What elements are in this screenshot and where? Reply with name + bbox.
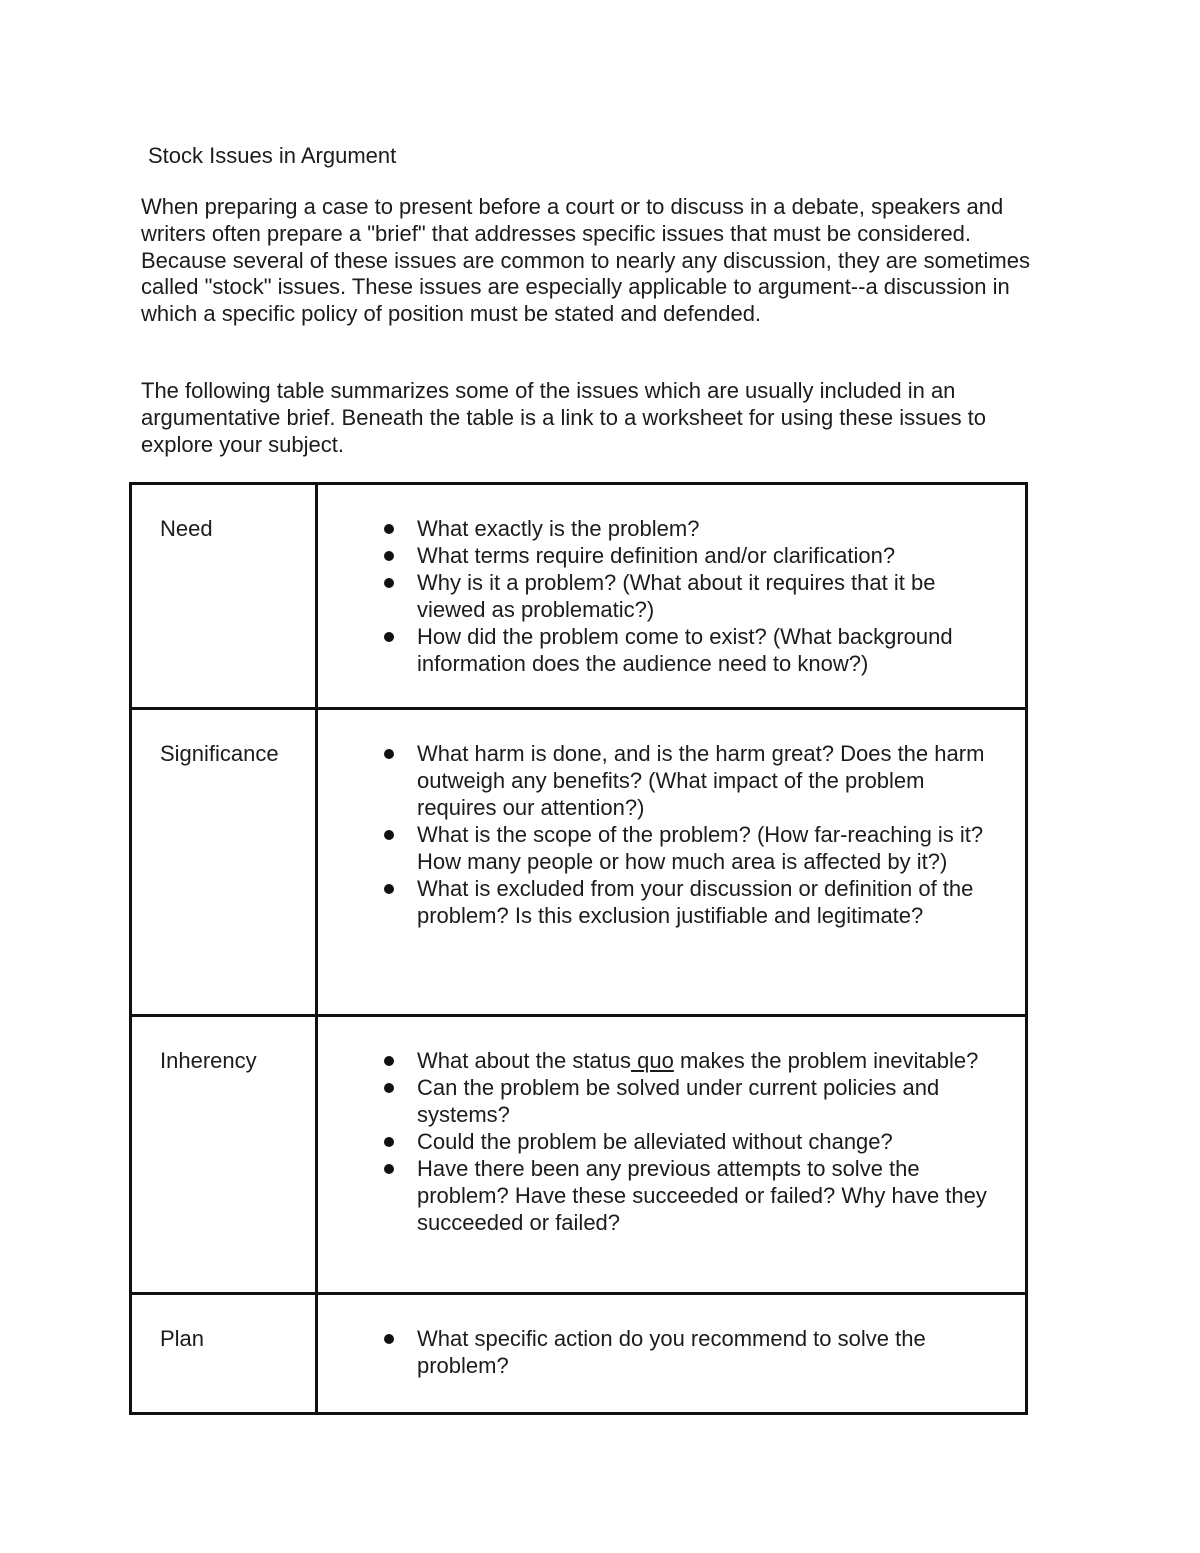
bullet-icon — [384, 578, 394, 588]
underlined-term: quo — [631, 1048, 674, 1073]
bullet-icon — [384, 1056, 394, 1066]
intro-paragraph: When preparing a case to present before a court or to discuss in a debate, speakers and writers often prepare a "brief" that addresses specific issues that must be considered. Because several of these issues are common to nearly any discussion, they are sometimes called "stock" issues. These issues are especially applicable to argument--a discussion in which a specific policy of position must be stated and defended. — [141, 194, 1030, 327]
bullet-icon — [384, 1083, 394, 1093]
issue-label-need: Need — [160, 516, 213, 541]
list-item: Have there been any previous attempts to solve the problem? Have these succeeded or failed? Why have they succeeded or failed? — [417, 1155, 1005, 1236]
issue-questions-cell — [317, 484, 1027, 709]
list-item: What harm is done, and is the harm great? Does the harm outweigh any benefits? (What impact of the problem requires our attention?) — [417, 740, 1005, 821]
bullet-icon — [384, 524, 394, 534]
issue-questions-cell — [317, 709, 1027, 1016]
list-item: Can the problem be solved under current policies and systems? — [417, 1074, 1005, 1128]
bullet-icon — [384, 884, 394, 894]
bullet-icon — [384, 830, 394, 840]
issue-label-inherency: Inherency — [160, 1048, 257, 1073]
bullet-icon — [384, 1164, 394, 1174]
issue-label-cell — [131, 484, 317, 709]
document-title: Stock Issues in Argument — [148, 143, 397, 168]
list-item: What about the status quo makes the problem inevitable? — [417, 1047, 1005, 1074]
issue-questions-cell — [317, 1016, 1027, 1294]
bullet-icon — [384, 749, 394, 759]
inherency-question-list — [318, 1047, 1005, 1236]
issue-label-significance: Significance — [160, 741, 279, 766]
issue-label-plan: Plan — [160, 1326, 205, 1351]
list-item: What is the scope of the problem? (How far-reaching is it? How many people or how much area is affected by it?) — [417, 821, 1005, 875]
list-item: Why is it a problem? (What about it requires that it be viewed as problematic?) — [417, 569, 1005, 623]
table-row-inherency — [131, 1016, 1027, 1294]
issue-questions-cell — [317, 1294, 1027, 1414]
plan-question-list — [318, 1325, 1005, 1379]
list-item: What specific action do you recommend to solve the problem? — [417, 1325, 1005, 1379]
issue-label-cell — [131, 1016, 317, 1294]
table-row-significance — [131, 709, 1027, 1016]
list-item: What exactly is the problem? — [417, 515, 1005, 542]
list-item: Could the problem be alleviated without change? — [417, 1128, 1005, 1155]
table-row-plan — [131, 1294, 1027, 1414]
bullet-icon — [384, 551, 394, 561]
table-row-need — [131, 484, 1027, 709]
list-item: How did the problem come to exist? (What background information does the audience need to know?) — [417, 623, 1005, 677]
table-intro-paragraph: The following table summarizes some of the issues which are usually included in an argumentative brief. Beneath the table is a link to a worksheet for using these issues to explore your subject. — [141, 378, 987, 457]
bullet-icon — [384, 1334, 394, 1344]
stock-issues-table — [129, 482, 1028, 1415]
significance-question-list — [318, 740, 1005, 929]
bullet-icon — [384, 1137, 394, 1147]
list-item: What terms require definition and/or clarification? — [417, 542, 1005, 569]
issue-label-cell — [131, 709, 317, 1016]
issue-label-cell — [131, 1294, 317, 1414]
list-item: What is excluded from your discussion or definition of the problem? Is this exclusion justifiable and legitimate? — [417, 875, 1005, 929]
need-question-list — [318, 515, 1005, 677]
bullet-icon — [384, 632, 394, 642]
